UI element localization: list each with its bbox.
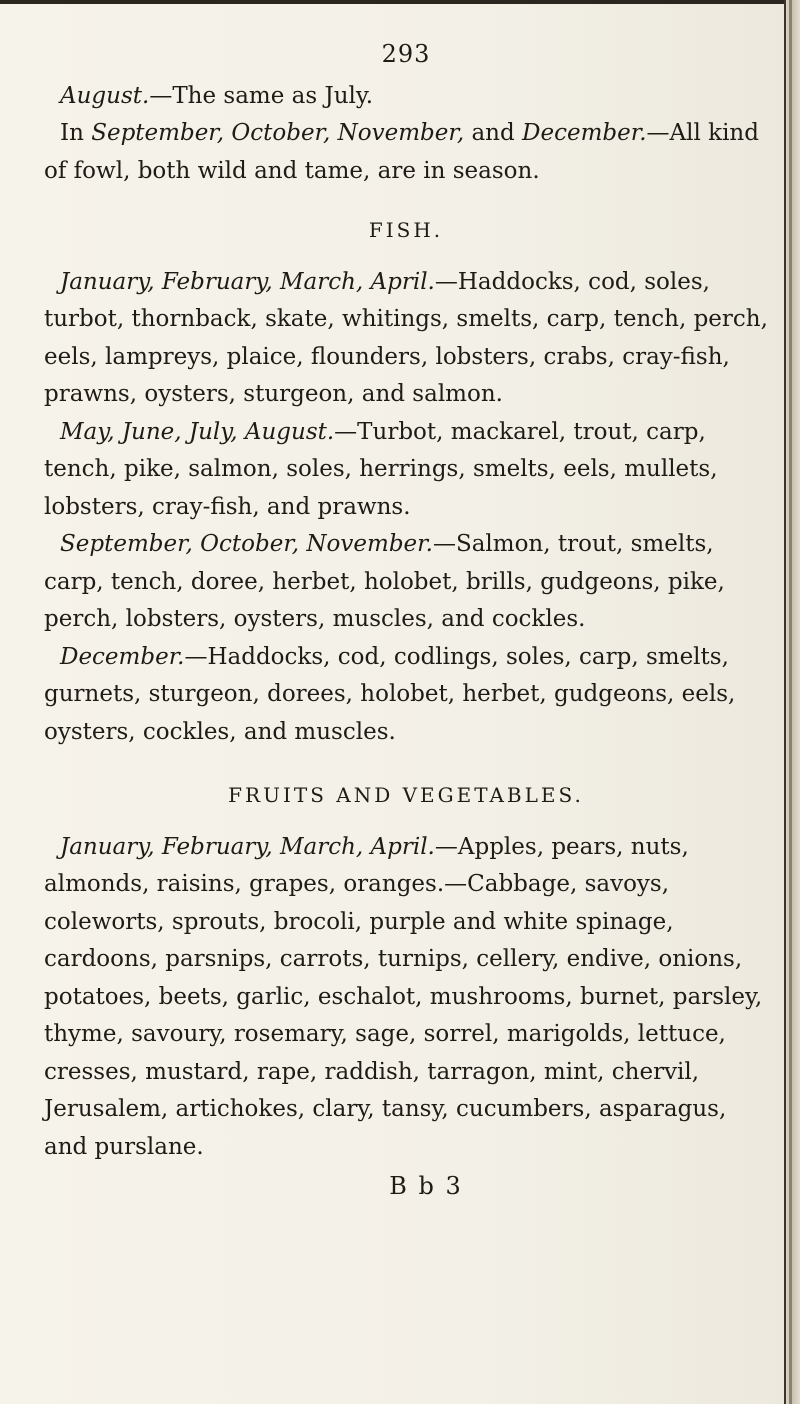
months-label: May, June, July, August. <box>60 418 335 445</box>
paragraph-august <box>44 78 768 116</box>
top-rule <box>0 0 790 4</box>
paragraph-lead: In <box>60 120 92 146</box>
months-label: January, February, March, April. <box>60 268 435 295</box>
fruits-entry <box>44 829 768 1167</box>
fish-entry <box>44 414 768 527</box>
page-edge <box>784 0 800 1404</box>
entry-text: —Salmon, trout, smelts, carp, tench, doree, herbet, holobet, brills, gudgeons, pike, perch, lobsters, oysters, muscles, and cockles. <box>44 531 725 632</box>
entry-text: —Apples, pears, nuts, almonds, raisins, grapes, oranges.—Cabbage, savoys, coleworts, sprouts, brocoli, purple and white spinage, cardoons, parsnips, carrots, turnips, cellery, endive, onions, potatoes, beets, garlic, eschalot, mushrooms, burnet, parsley, thyme, savoury, rosemary, sage, sorrel, marigolds, lettuce, cresses, mustard, rape, raddish, tarragon, mint, chervil, Jerusalem, artichokes, clary, tansy, cucumbers, asparagus, and purslane. <box>44 833 763 1160</box>
paragraph-autumn-fowl <box>44 115 768 190</box>
paragraph-text: —The same as July. <box>149 82 374 109</box>
months-label: August. <box>60 82 150 109</box>
entry-text: —Haddocks, cod, soles, turbot, thornback, skate, whitings, smelts, carp, tench, perch, eels, lampreys, plaice, flounders, lobsters, crabs, cray-fish, prawns, oysters, sturgeon, and salmon. <box>44 268 768 407</box>
months-label: September, October, November. <box>60 531 433 557</box>
page-number: 293 <box>381 40 431 68</box>
months-label: September, October, November, <box>91 120 465 146</box>
months-label-2: December. <box>522 120 647 146</box>
months-label: January, February, March, April. <box>60 833 435 860</box>
fish-entry <box>44 526 768 639</box>
entry-text: —Turbot, mackarel, trout, carp, tench, pike, salmon, soles, herrings, smelts, eels, mullets, lobsters, cray-fish, and prawns. <box>44 418 718 520</box>
section-heading-fruits: FRUITS AND VEGETABLES. <box>228 783 584 807</box>
fish-entry <box>44 639 768 752</box>
connector-text: and <box>464 120 523 146</box>
signature-mark: B b 3 <box>389 1172 463 1200</box>
section-heading-fish: FISH. <box>368 218 444 242</box>
paragraph-text: —All kind of fowl, both wild and tame, are in season. <box>44 120 759 184</box>
entry-text: —Haddocks, cod, codlings, soles, carp, smelts, gurnets, sturgeon, dorees, holobet, herbet, gudgeons, eels, oysters, cockles, and muscles. <box>44 643 736 745</box>
page-text <box>44 36 768 1206</box>
page-edge-line <box>789 0 792 1404</box>
months-label: December. <box>60 643 185 670</box>
fish-entry <box>44 264 768 414</box>
